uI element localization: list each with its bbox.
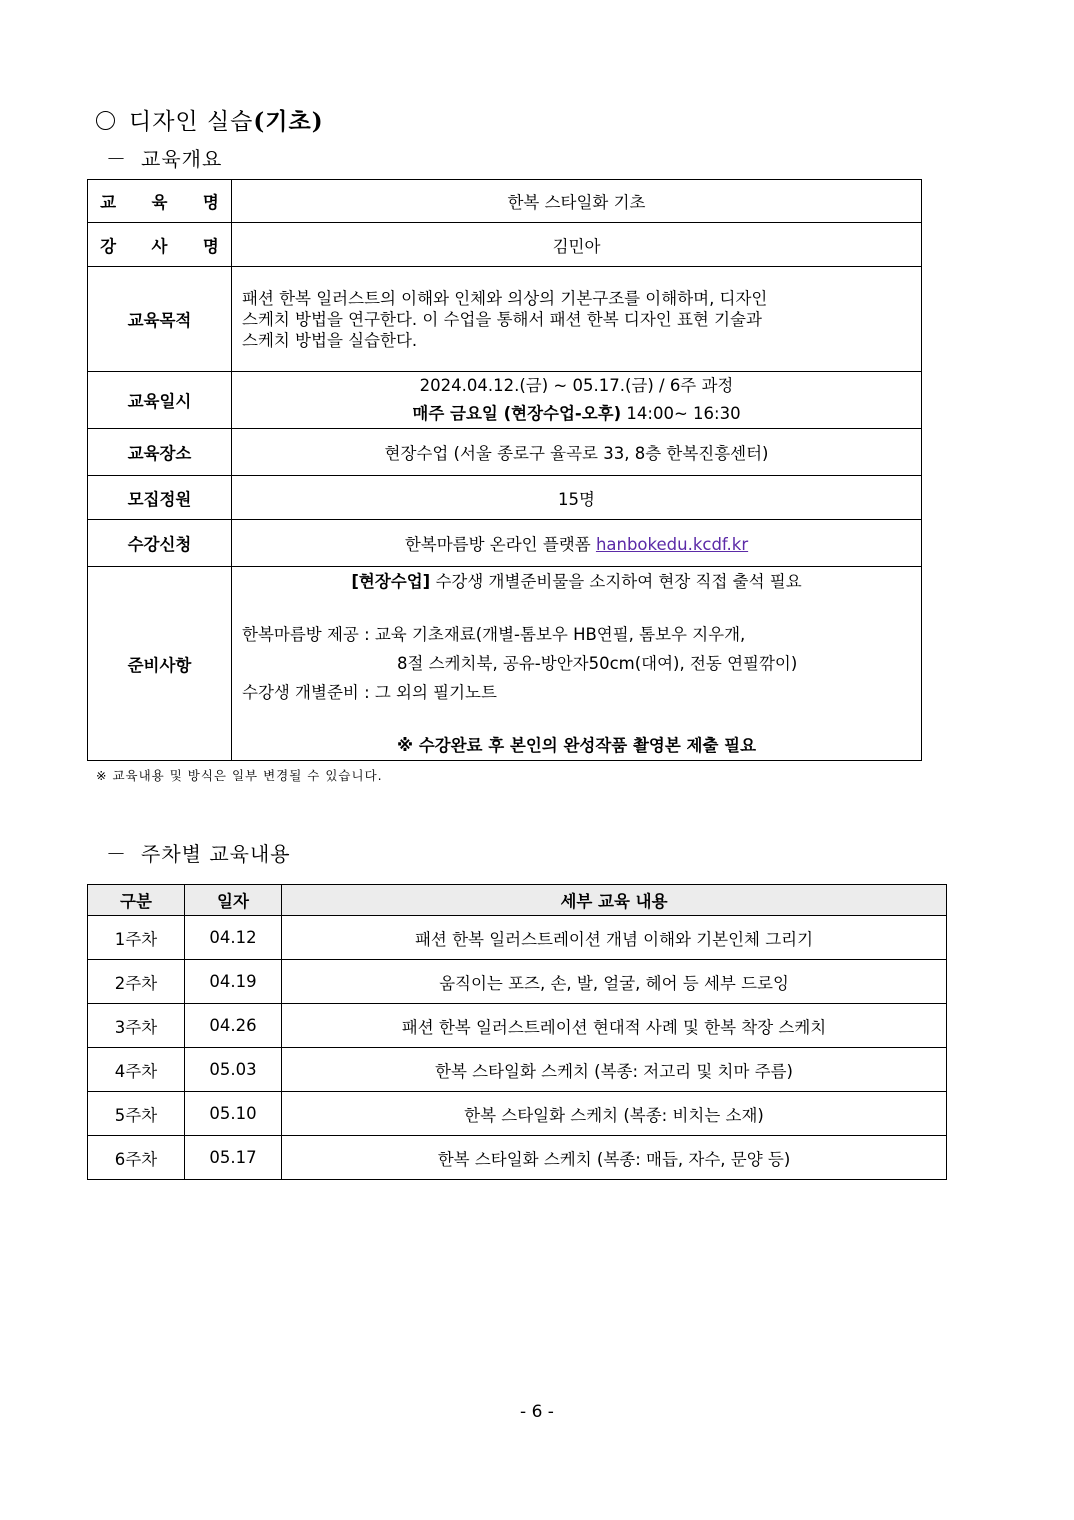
- table-row: [88, 916, 947, 960]
- section-title-text: 디자인 실습: [129, 109, 254, 135]
- prep-onsite-bold: [현장수업]: [351, 572, 431, 591]
- prep-notice: ※ 수강완료 후 본인의 완성작품 촬영본 제출 필요: [396, 736, 757, 755]
- label-registration: 수강신청: [88, 520, 232, 567]
- cell-week: 5주차: [88, 1092, 185, 1136]
- value-instructor: 김민아: [232, 223, 922, 267]
- weekly-heading: [106, 838, 291, 867]
- table-row: [88, 960, 947, 1004]
- cell-date: 04.26: [185, 1004, 282, 1048]
- label-course-name: 교 육 명: [100, 193, 234, 212]
- prep-onsite-text: 수강생 개별준비물을 소지하여 현장 직접 출석 필요: [430, 572, 802, 591]
- cell-date: 05.10: [185, 1092, 282, 1136]
- label-capacity: 모집정원: [88, 476, 232, 520]
- row-schedule: [88, 372, 922, 429]
- purpose-line: 패션 한복 일러스트의 이해와 인체와 의상의 기본구조를 이해하며, 디자인: [242, 288, 768, 308]
- value-purpose: [232, 267, 922, 372]
- schedule-dates: 2024.04.12.(금) ~ 05.17.(금) / 6주 과정: [419, 376, 734, 395]
- cell-week: 3주차: [88, 1004, 185, 1048]
- value-course-name: 한복 스타일화 기초: [232, 180, 922, 223]
- cell-week: 1주차: [88, 916, 185, 960]
- table-row: [88, 1136, 947, 1180]
- row-location: [88, 429, 922, 476]
- table-row: [88, 1092, 947, 1136]
- value-preparation: [232, 567, 922, 761]
- cell-date: 05.03: [185, 1048, 282, 1092]
- value-capacity: 15명: [232, 476, 922, 520]
- cell-content: 움직이는 포즈, 손, 발, 얼굴, 헤어 등 세부 드로잉: [282, 960, 947, 1004]
- schedule-time: [232, 400, 921, 428]
- overview-table: [87, 179, 922, 761]
- prep-provided-line: 8절 스케치북, 공유-방안자50cm(대여), 전동 연필깎이): [397, 654, 798, 673]
- weekly-heading-text: 주차별 교육내용: [141, 842, 291, 866]
- row-registration: [88, 520, 922, 567]
- cell-date: 05.17: [185, 1136, 282, 1180]
- purpose-line: 스케치 방법을 실습한다.: [242, 330, 418, 350]
- prep-onsite: [242, 567, 911, 596]
- section-title-bold: (기초): [253, 108, 324, 135]
- table-header-row: [88, 885, 947, 916]
- cell-content: 한복 스타일화 스케치 (복종: 비치는 소재): [282, 1092, 947, 1136]
- cell-week: 4주차: [88, 1048, 185, 1092]
- section-title: [96, 103, 324, 136]
- value-location: 현장수업 (서울 종로구 율곡로 33, 8층 한복진흥센터): [232, 429, 922, 476]
- header-content: 세부 교육 내용: [282, 885, 947, 916]
- change-notice: ※ 교육내용 및 방식은 일부 변경될 수 있습니다.: [96, 768, 383, 783]
- prep-student-line: 수강생 개별준비 : 그 외의 필기노트: [242, 683, 497, 702]
- registration-link[interactable]: hanbokedu.kcdf.kr: [595, 535, 749, 554]
- table-row: [88, 1004, 947, 1048]
- row-course-name: [88, 180, 922, 223]
- schedule-hours: 14:00~ 16:30: [621, 404, 741, 423]
- cell-content: 패션 한복 일러스트레이션 개념 이해와 기본인체 그리기: [282, 916, 947, 960]
- weekly-table: [87, 884, 947, 1180]
- row-purpose: [88, 267, 922, 372]
- cell-content: 한복 스타일화 스케치 (복종: 매듭, 자수, 문양 등): [282, 1136, 947, 1180]
- overview-heading-text: 교육개요: [141, 147, 223, 171]
- prep-provided-line: 한복마름방 제공 : 교육 기초재료(개별-톰보우 HB연필, 톰보우 지우개,: [242, 625, 746, 644]
- value-registration: [232, 520, 922, 567]
- header-date: 일자: [185, 885, 282, 916]
- cell-week: 6주차: [88, 1136, 185, 1180]
- header-week: 구분: [88, 885, 185, 916]
- circle-bullet-icon: [96, 111, 115, 130]
- cell-date: 04.19: [185, 960, 282, 1004]
- row-instructor: [88, 223, 922, 267]
- row-capacity: [88, 476, 922, 520]
- label-location: 교육장소: [88, 429, 232, 476]
- dash-bullet: －: [106, 842, 127, 866]
- label-preparation: 준비사항: [88, 567, 232, 761]
- overview-heading: [106, 143, 222, 172]
- cell-date: 04.12: [185, 916, 282, 960]
- label-schedule: 교육일시: [88, 372, 232, 429]
- label-purpose: 교육목적: [88, 267, 232, 372]
- dash-bullet: －: [106, 147, 127, 171]
- cell-content: 패션 한복 일러스트레이션 현대적 사례 및 한복 착장 스케치: [282, 1004, 947, 1048]
- table-row: [88, 1048, 947, 1092]
- registration-text: 한복마름방 온라인 플랫폼: [404, 535, 596, 554]
- row-preparation: [88, 567, 922, 761]
- purpose-line: 스케치 방법을 연구한다. 이 수업을 통해서 패션 한복 디자인 표현 기술과: [242, 309, 762, 329]
- label-instructor: 강 사 명: [100, 236, 234, 256]
- cell-week: 2주차: [88, 960, 185, 1004]
- cell-content: 한복 스타일화 스케치 (복종: 저고리 및 치마 주름): [282, 1048, 947, 1092]
- page-number: - 6 -: [520, 1402, 554, 1422]
- value-schedule: [232, 372, 922, 429]
- schedule-day-bold: 매주 금요일 (현장수업-오후): [412, 404, 622, 423]
